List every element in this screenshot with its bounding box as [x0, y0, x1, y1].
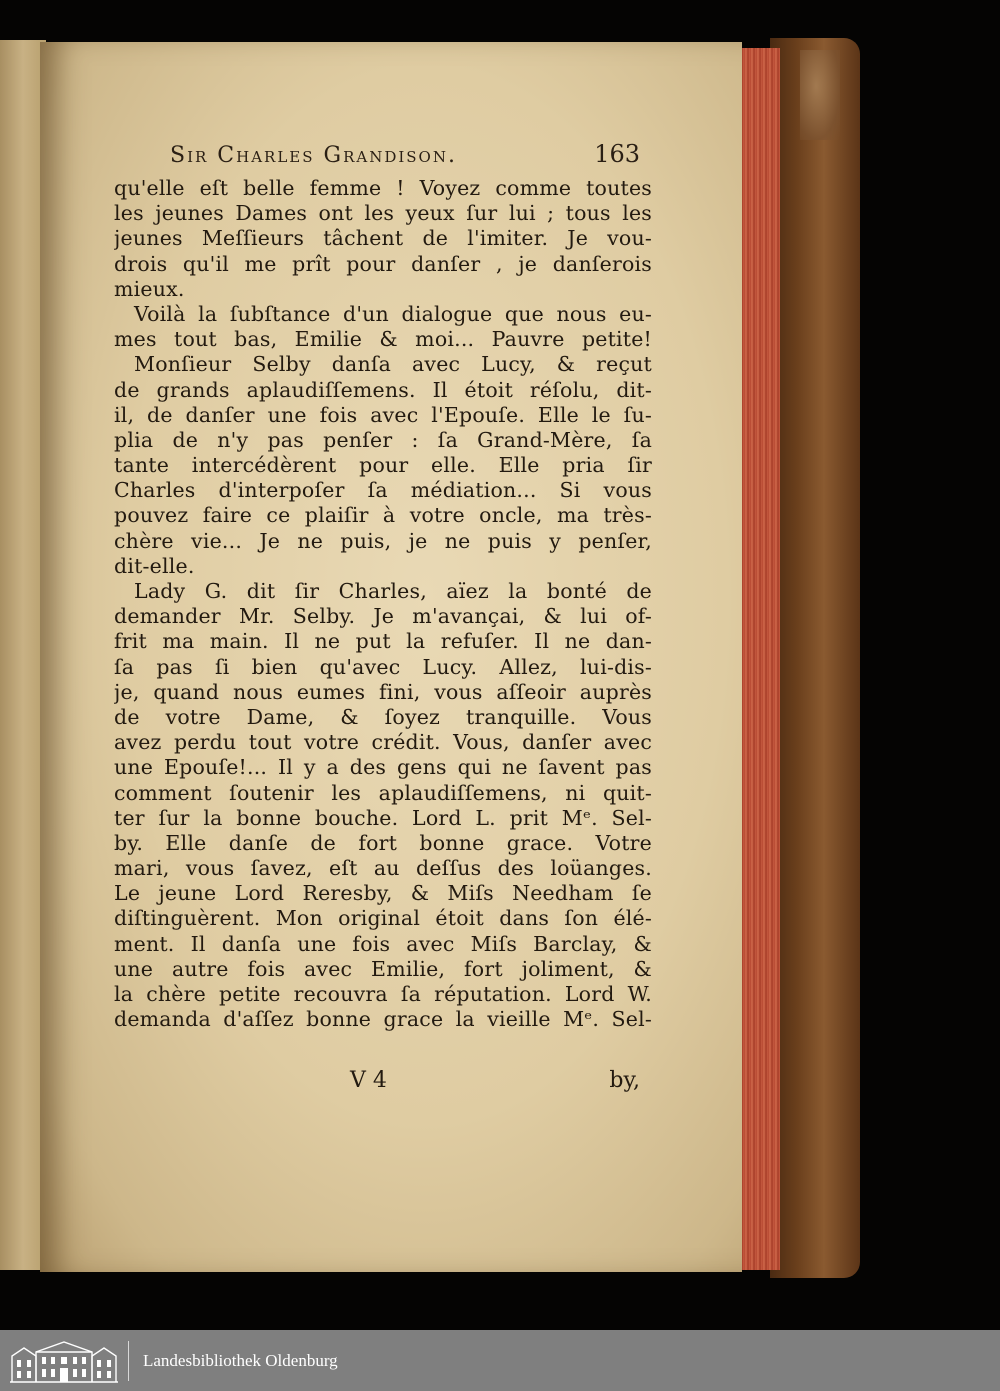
text-line: une autre fois avec Emilie, fort joliment, & — [114, 956, 652, 981]
signature-mark: V 4 — [350, 1068, 387, 1093]
page-footer — [350, 1068, 650, 1098]
cover-wear-mark — [800, 50, 840, 140]
branding-bar — [0, 1330, 1000, 1391]
catchword: by, — [609, 1068, 640, 1093]
text-line: Le jeune Lord Reresby, & Miſs Needham ſe — [114, 881, 652, 906]
text-line: de votre Dame, & ſoyez tranquille. Vous — [114, 704, 652, 729]
page-body-text — [114, 176, 652, 1032]
text-line: Monſieur Selby danſa avec Lucy, & reçut — [134, 352, 652, 377]
text-line: je, quand nous eumes fini, vous aſſeoir auprès — [114, 679, 652, 704]
text-line: comment ſoutenir les aplaudiſſemens, ni quit- — [114, 780, 652, 805]
text-line: avez perdu tout votre crédit. Vous, danſer avec — [114, 730, 652, 755]
text-line: Voilà la ſubſtance d'un dialogue que nous eu- — [134, 301, 652, 326]
text-line: diſtinguèrent. Mon original étoit dans ſon élé- — [114, 906, 652, 931]
text-line: dit-elle. — [114, 553, 195, 578]
text-line: drois qu'il me prît pour danſer , je danſerois — [114, 251, 652, 276]
text-line: les jeunes Dames ont les yeux ſur lui ; tous les — [114, 201, 652, 226]
text-line: ment. Il danſa une fois avec Miſs Barclay, & — [114, 931, 652, 956]
text-line: by. Elle danſe de fort bonne grace. Votre — [114, 830, 652, 855]
text-line: jeunes Meſſieurs tâchent de l'imiter. Je vou- — [114, 226, 652, 251]
text-line: de grands aplaudiſſemens. Il étoit réſolu, dit- — [114, 377, 652, 402]
library-building-icon — [8, 1337, 120, 1385]
text-line: mieux. — [114, 276, 185, 301]
text-line: Charles d'interpoſer ſa médiation... Si vous — [114, 478, 652, 503]
text-line: chère vie... Je ne puis, je ne puis y penſer, — [114, 528, 652, 553]
text-line: qu'elle eſt belle femme ! Voyez comme toutes — [114, 176, 652, 200]
text-line: la chère petite recouvra ſa réputation. Lord W. — [114, 982, 652, 1006]
branding-divider — [128, 1341, 129, 1381]
text-line: Lady G. dit ſir Charles, aïez la bonté de — [134, 579, 652, 603]
text-line: demanda d'aſſez bonne grace la vieille Mᵉ. Sel- — [114, 1007, 652, 1032]
page-header — [170, 140, 640, 174]
red-page-edges — [738, 48, 780, 1270]
text-line: ſa pas ſi bien qu'avec Lucy. Allez, lui-dis- — [114, 654, 652, 679]
page-number: 163 — [594, 140, 640, 168]
text-line: tante intercédèrent pour elle. Elle pria ſir — [114, 453, 652, 478]
text-line: frit ma main. Il ne put la refuſer. Il ne dan- — [114, 629, 652, 654]
text-line: ter ſur la bonne bouche. Lord L. prit Mᵉ. Sel- — [114, 805, 652, 830]
text-line: mari, vous ſavez, eſt au deſſus des loüanges. — [114, 856, 652, 881]
text-line: plia de n'y pas penſer : ſa Grand-Mère, ſa — [114, 427, 652, 452]
text-line: mes tout bas, Emilie & moi... Pauvre petite! — [114, 327, 652, 352]
book-cover — [770, 38, 860, 1278]
text-line: pouvez faire ce plaiſir à votre oncle, ma très- — [114, 503, 652, 528]
running-title: Sir Charles Grandison. — [170, 143, 457, 168]
text-line: il, de danſer une fois avec l'Epouſe. Elle le ſu- — [114, 402, 652, 427]
text-line: une Epouſe!... Il y a des gens qui ne ſavent pas — [114, 755, 652, 780]
library-name: Landesbibliothek Oldenburg — [143, 1350, 338, 1370]
text-line: demander Mr. Selby. Je m'avançai, & lui of- — [114, 604, 652, 629]
